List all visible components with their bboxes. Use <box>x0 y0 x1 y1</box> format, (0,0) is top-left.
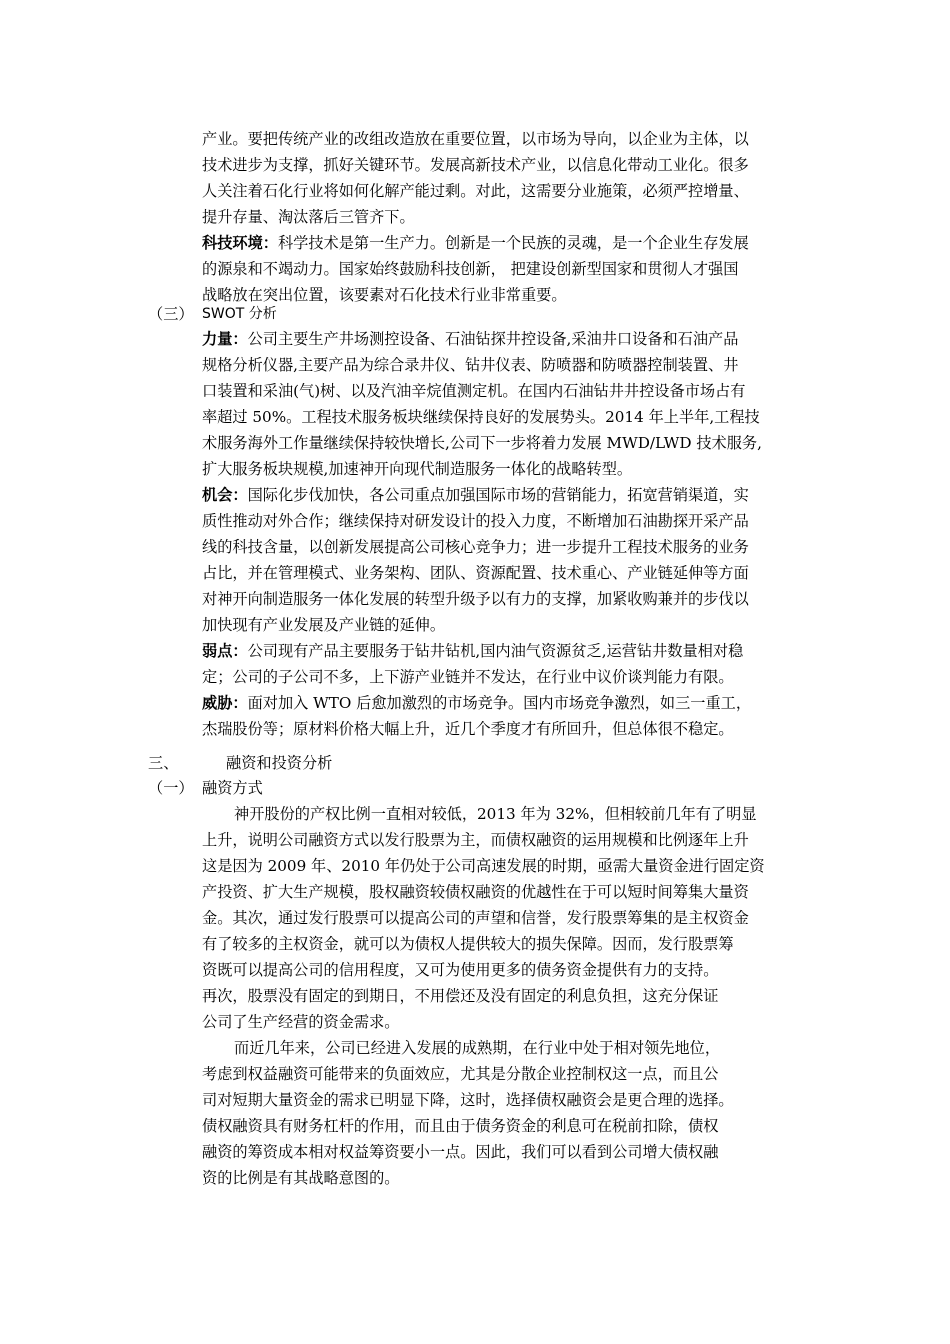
strength-label: 力量： <box>202 330 248 348</box>
financing2-line: 债权融资具有财务杠杆的作用，而且由于债务资金的利息可在税前扣除，债权 <box>202 1117 719 1135</box>
swot-heading-title: SWOT 分析 <box>202 306 277 322</box>
strength-line: 术服务海外工作量继续保持较快增长,公司下一步将着力发展 MWD/LWD 技术服务, <box>202 434 762 452</box>
financing1-line: 这是因为 2009 年、2010 年仍处于公司高速发展的时期，亟需大量资金进行固定资 <box>202 857 765 875</box>
financing1-line: 神开股份的产权比例一直相对较低，2013 年为 32%，但相较前几年有了明显 <box>234 805 757 823</box>
weakness-line <box>202 638 822 664</box>
financing2-line: 考虑到权益融资可能带来的负面效应，尤其是分散企业控制权这一点，而且公 <box>202 1065 719 1083</box>
strength-line <box>202 326 822 352</box>
strength-line: 口装置和采油(气)树、以及汽油辛烷值测定机。在国内石油钻井井控设备市场占有 <box>202 382 746 400</box>
industry-line: 提升存量、淘汰落后三管齐下。 <box>202 208 415 226</box>
financing1-line: 公司了生产经营的资金需求。 <box>202 1013 400 1031</box>
industry-line: 技术进步为支撑，抓好关键环节。发展高新技术产业，以信息化带动工业化。很多 <box>202 156 749 174</box>
swot-heading-number: （三） <box>148 305 194 323</box>
strength-text: 公司主要生产井场测控设备、石油钻探井控设备,采油井口设备和石油产品 <box>247 330 739 348</box>
opportunity-line: 线的科技含量，以创新发展提高公司核心竞争力；进一步提升工程技术服务的业务 <box>202 538 749 556</box>
tech-line <box>202 230 822 256</box>
financing2-line: 资的比例是有其战略意图的。 <box>202 1169 400 1187</box>
threat-text: 面对加入 WTO 后愈加激烈的市场竞争。国内市场竞争激烈，如三一重工， <box>247 694 752 712</box>
weakness-text: 公司现有产品主要服务于钻井钻机,国内油气资源贫乏,运营钻井数量相对稳 <box>247 642 744 660</box>
opportunity-line: 占比，并在管理模式、业务架构、团队、资源配置、技术重心、产业链延伸等方面 <box>202 564 749 582</box>
threat-line: 杰瑞股份等；原材料价格大幅上升，近几个季度才有所回升，但总体很不稳定。 <box>202 720 734 738</box>
financing2-line: 融资的筹资成本相对权益筹资要小一点。因此，我们可以看到公司增大债权融 <box>202 1143 719 1161</box>
opportunity-label: 机会： <box>202 486 248 504</box>
tech-label: 科技环境： <box>202 234 278 252</box>
section3-number: 三、 <box>148 754 179 772</box>
opportunity-text: 国际化步伐加快，各公司重点加强国际市场的营销能力，拓宽营销渠道，实 <box>247 486 749 504</box>
tech-text: 科学技术是第一生产力。创新是一个民族的灵魂，是一个企业生存发展 <box>277 234 749 252</box>
financing1-line: 产投资、扩大生产规模，股权融资较债权融资的优越性在于可以短时间筹集大量资 <box>202 883 749 901</box>
industry-line: 产业。要把传统产业的改组改造放在重要位置，以市场为导向，以企业为主体，以 <box>202 130 749 148</box>
industry-line: 人关注着石化行业将如何化解产能过剩。对此，这需要分业施策，必须严控增量、 <box>202 182 749 200</box>
financing2-line: 而近几年来，公司已经进入发展的成熟期，在行业中处于相对领先地位， <box>234 1039 720 1057</box>
strength-line: 率超过 50%。工程技术服务板块继续保持良好的发展势头。2014 年上半年,工程技 <box>202 408 760 426</box>
tech-line: 战略放在突出位置，该要素对石化技术行业非常重要。 <box>202 286 567 304</box>
strength-line: 规格分析仪器,主要产品为综合录井仪、钻井仪表、防喷器和防喷器控制装置、井 <box>202 356 739 374</box>
section3-title: 融资和投资分析 <box>226 754 333 772</box>
opportunity-line <box>202 482 822 508</box>
financing2-line: 司对短期大量资金的需求已明显下降，这时，选择债权融资会是更合理的选择。 <box>202 1091 734 1109</box>
opportunity-line: 加快现有产业发展及产业链的延伸。 <box>202 616 445 634</box>
weakness-label: 弱点： <box>202 642 248 660</box>
financing1-line: 再次，股票没有固定的到期日，不用偿还及没有固定的利息负担，这充分保证 <box>202 987 719 1005</box>
tech-line: 的源泉和不竭动力。国家始终鼓励科技创新， 把建设创新型国家和贯彻人才强国 <box>202 260 739 278</box>
financing1-line: 有了较多的主权资金，就可以为债权人提供较大的损失保障。因而，发行股票筹 <box>202 935 734 953</box>
financing1-line: 金。其次，通过发行股票可以提高公司的声望和信誉，发行股票筹集的是主权资金 <box>202 909 749 927</box>
sub1-number: （一） <box>148 779 194 797</box>
weakness-line: 定；公司的子公司不多，上下游产业链并不发达，在行业中议价谈判能力有限。 <box>202 668 734 686</box>
threat-label: 威胁： <box>202 694 248 712</box>
financing1-line: 资既可以提高公司的信用程度，又可为使用更多的债务资金提供有力的支持。 <box>202 961 719 979</box>
threat-line <box>202 690 822 716</box>
sub1-title: 融资方式 <box>202 779 263 797</box>
opportunity-line: 对神开向制造服务一体化发展的转型升级予以有力的支撑，加紧收购兼并的步伐以 <box>202 590 749 608</box>
opportunity-line: 质性推动对外合作；继续保持对研发设计的投入力度，不断增加石油勘探开采产品 <box>202 512 749 530</box>
strength-line: 扩大服务板块规模,加速神开向现代制造服务一体化的战略转型。 <box>202 460 633 478</box>
financing1-line: 上升，说明公司融资方式以发行股票为主，而债权融资的运用规模和比例逐年上升 <box>202 831 749 849</box>
